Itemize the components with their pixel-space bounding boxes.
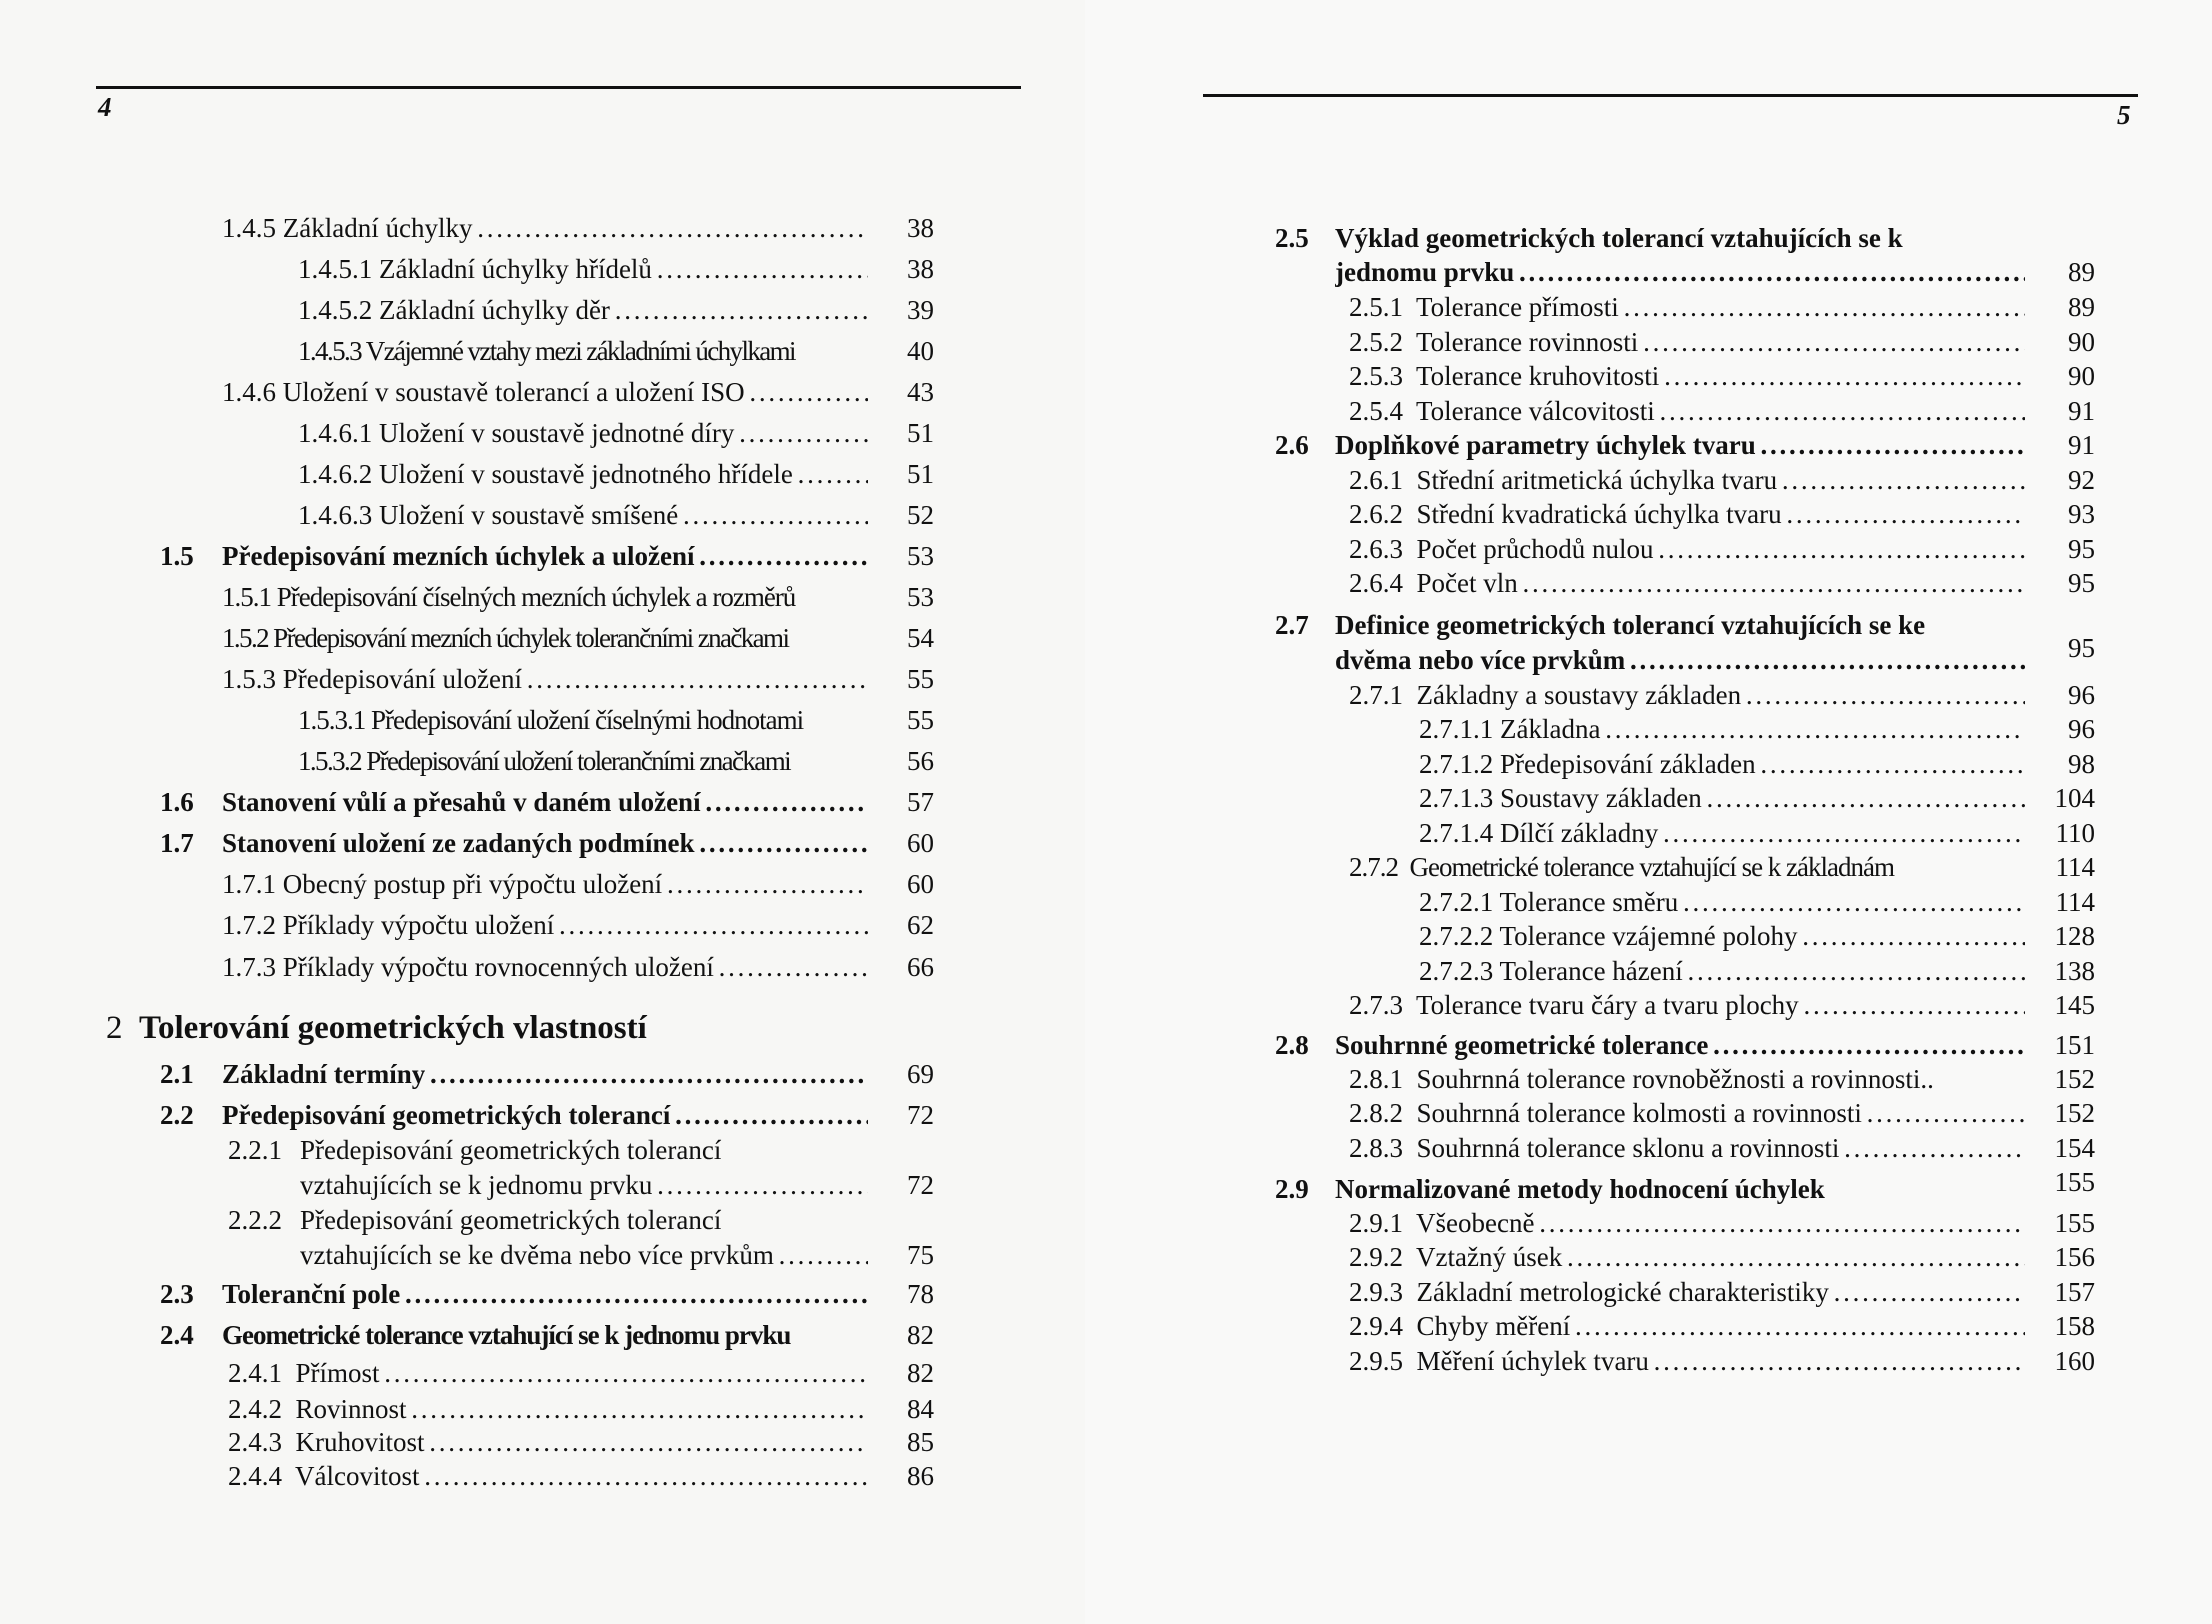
toc-entry[interactable] <box>222 618 934 658</box>
toc-entry[interactable] <box>222 372 934 412</box>
entry-page: 160 <box>2054 1346 2095 1376</box>
entry-page: 62 <box>907 910 934 940</box>
entry-page: 69 <box>907 1059 934 1089</box>
entry-page: 60 <box>907 828 934 858</box>
entry-title: Tolerance rovinnosti <box>1416 327 1639 357</box>
entry-number: 1.5 <box>160 541 194 571</box>
entry-title: Vzájemné vztahy mezi základními úchylkami <box>365 336 795 366</box>
toc-entry[interactable] <box>1349 494 2095 534</box>
entry-number: 2.7.2.3 <box>1419 956 1494 986</box>
entry-number: 2.5 <box>1275 223 1309 253</box>
entry-title: Přímost <box>295 1358 380 1388</box>
entry-number: 2.7.1.3 <box>1419 783 1494 813</box>
toc-entry[interactable] <box>298 454 934 494</box>
entry-number: 2.5.2 <box>1349 327 1403 357</box>
entry-number: 1.7 <box>160 828 194 858</box>
toc-entry[interactable] <box>222 864 934 904</box>
entry-page: 75 <box>907 1240 934 1270</box>
header-rule <box>1203 94 2138 97</box>
entry-page: 43 <box>907 377 934 407</box>
toc-entry[interactable] <box>1419 778 2095 818</box>
toc-entry[interactable] <box>298 700 934 740</box>
entry-page: 57 <box>907 787 934 817</box>
entry-page: 155 <box>2054 1167 2095 1197</box>
entry-title: Základna <box>1500 714 1601 744</box>
entry-number: 2.9.2 <box>1349 1242 1403 1272</box>
entry-number: 2.8.3 <box>1349 1133 1403 1163</box>
entry-number: 1.5.2 <box>222 623 269 653</box>
toc-section[interactable] <box>160 1095 934 1135</box>
toc-entry[interactable] <box>298 413 934 453</box>
entry-number: 2.9.5 <box>1349 1346 1403 1376</box>
entry-title: Příklady výpočtu rovnocenných uložení <box>282 952 714 982</box>
entry-number: 1.7.1 <box>222 869 276 899</box>
entry-title-line2: jednomu prvku <box>1335 257 1515 287</box>
entry-number: 1.4.6.2 <box>298 459 373 489</box>
entry-title-line1: Výklad geometrických tolerancí vztahujících se k <box>1335 223 1903 253</box>
entry-page: 104 <box>2054 783 2095 813</box>
entry-title: Základní úchylky hřídelů <box>379 254 652 284</box>
toc-entry[interactable] <box>1349 1128 2095 1168</box>
toc-entry[interactable] <box>1349 1341 2095 1381</box>
entry-page: 39 <box>907 295 934 325</box>
toc-entry[interactable] <box>222 947 934 987</box>
toc-entry[interactable] <box>298 495 934 535</box>
entry-page: 95 <box>2068 633 2095 663</box>
entry-number: 2.4 <box>160 1320 194 1350</box>
entry-page: 96 <box>2068 714 2095 744</box>
entry-number: 1.4.5.1 <box>298 254 373 284</box>
toc-entry[interactable] <box>222 208 934 248</box>
entry-title: Střední aritmetická úchylka tvaru <box>1416 465 1778 495</box>
entry-title-line2: dvěma nebo více prvkům <box>1335 645 1626 675</box>
entry-number: 2.2.1 <box>228 1135 282 1165</box>
page-number: 4 <box>98 92 112 122</box>
entry-title: Rovinnost <box>295 1394 407 1424</box>
toc-entry[interactable] <box>1349 287 2095 327</box>
entry-title: Všeobecně <box>1416 1208 1535 1238</box>
entry-page: 128 <box>2054 921 2095 951</box>
entry-page: 91 <box>2068 430 2095 460</box>
entry-title: Uložení v soustavě tolerancí a uložení ISO <box>282 377 745 407</box>
toc-entry[interactable] <box>298 331 934 371</box>
entry-title: Předepisování uložení číselnými hodnotami <box>371 705 804 735</box>
entry-page: 72 <box>907 1170 934 1200</box>
toc-entry[interactable] <box>1419 916 2095 956</box>
toc-entry[interactable] <box>222 905 934 945</box>
page-number: 5 <box>2117 100 2131 130</box>
toc-entry[interactable] <box>222 577 934 617</box>
entry-page: 156 <box>2054 1242 2095 1272</box>
entry-number: 1.5.3 <box>222 664 276 694</box>
entry-page: 60 <box>907 869 934 899</box>
entry-title: Geometrické tolerance vztahující se k jednomu prvku <box>222 1320 791 1350</box>
toc-section[interactable] <box>160 782 934 822</box>
entry-title: Válcovitost <box>295 1461 420 1491</box>
entry-title: Tolerance vzájemné polohy <box>1499 921 1798 951</box>
entry-title: Vztažný úsek <box>1416 1242 1563 1272</box>
left-page <box>0 0 1085 1624</box>
entry-title: Souhrnná tolerance sklonu a rovinnosti <box>1416 1133 1840 1163</box>
toc-entry[interactable] <box>228 1353 934 1393</box>
entry-page: 72 <box>907 1100 934 1130</box>
entry-number: 2.7.2 <box>1349 852 1398 882</box>
entry-title: Kruhovitost <box>295 1427 425 1457</box>
entry-page: 93 <box>2068 499 2095 529</box>
entry-title: Tolerance směru <box>1499 887 1679 917</box>
entry-number: 2.2 <box>160 1100 194 1130</box>
entry-title: Předepisování mezních úchylek a uložení <box>222 541 695 571</box>
entry-number: 2.9 <box>1275 1174 1309 1204</box>
entry-page: 40 <box>907 336 934 366</box>
entry-title: Souhrnná tolerance rovnoběžnosti a rovinnosti <box>1416 1064 1921 1094</box>
entry-title: Předepisování mezních úchylek tolerančními značkami <box>273 623 789 653</box>
entry-number: 1.5.3.2 <box>298 746 362 776</box>
entry-page: 154 <box>2054 1133 2095 1163</box>
entry-title: Základní úchylky děr <box>379 295 610 325</box>
entry-number: 2.6.1 <box>1349 465 1403 495</box>
entry-page: 86 <box>907 1461 934 1491</box>
entry-page: 90 <box>2068 327 2095 357</box>
entry-title: Základní termíny <box>222 1059 426 1089</box>
toc-entry[interactable] <box>1419 709 2095 749</box>
entry-title: Počet vln <box>1416 568 1518 598</box>
entry-number: 1.5.3.1 <box>298 705 366 735</box>
toc-entry[interactable] <box>1349 1306 2095 1346</box>
entry-title: Předepisování číselných mezních úchylek a rozměrů <box>276 582 796 612</box>
entry-number: 1.4.5.3 <box>298 336 362 366</box>
entry-page: 152 <box>2054 1064 2095 1094</box>
toc-entry[interactable] <box>228 1456 934 1496</box>
right-page <box>1085 0 2212 1624</box>
entry-page: 96 <box>2068 680 2095 710</box>
entry-title: Uložení v soustavě jednotné díry <box>379 418 735 448</box>
toc-entry[interactable] <box>1349 563 2095 603</box>
entry-page: 78 <box>907 1279 934 1309</box>
entry-title: Souhrnná tolerance kolmosti a rovinnosti <box>1416 1098 1862 1128</box>
entry-title: Stanovení vůlí a přesahů v daném uložení <box>222 787 701 817</box>
chapter-heading[interactable] <box>106 1006 647 1050</box>
entry-number: 2.7.1 <box>1349 680 1403 710</box>
entry-page: 82 <box>907 1320 934 1350</box>
entry-page: 89 <box>2068 257 2095 287</box>
entry-page: 114 <box>2055 852 2095 882</box>
entry-number: 2.5.1 <box>1349 292 1403 322</box>
entry-number: 2.1 <box>160 1059 194 1089</box>
entry-number: 2.6.2 <box>1349 499 1403 529</box>
toc-entry[interactable] <box>1349 847 2095 887</box>
entry-title: Měření úchylek tvaru <box>1416 1346 1649 1376</box>
entry-number: 2.3 <box>160 1279 194 1309</box>
entry-title: Základní úchylky <box>282 213 473 243</box>
entry-title: Tolerance kruhovitosti <box>1416 361 1660 391</box>
toc-entry[interactable] <box>298 290 934 330</box>
entry-page: 157 <box>2054 1277 2095 1307</box>
toc-entry[interactable]: 2.8.1 Souhrnná tolerance rovnoběžnosti a rovinnosti.. 152 <box>1349 1059 2095 1099</box>
entry-title: Počet průchodů nulou <box>1416 534 1654 564</box>
entry-number: 1.7.2 <box>222 910 276 940</box>
entry-number: 2.9.1 <box>1349 1208 1403 1238</box>
entry-page: 89 <box>2068 292 2095 322</box>
entry-title-line2: vztahujících se k jednomu prvku <box>300 1170 653 1200</box>
entry-number: 2.8.2 <box>1349 1098 1403 1128</box>
entry-title: Tolerance přímosti <box>1416 292 1619 322</box>
entry-title: Chyby měření <box>1416 1311 1571 1341</box>
entry-page: 38 <box>907 213 934 243</box>
entry-title: Normalizované metody hodnocení úchylek <box>1335 1174 1825 1204</box>
toc-entry[interactable] <box>1349 1093 2095 1133</box>
toc-section[interactable] <box>160 1054 934 1094</box>
toc-entry[interactable] <box>1349 1237 2095 1277</box>
entry-page: 98 <box>2068 749 2095 779</box>
toc-section[interactable] <box>160 823 934 863</box>
entry-number: 2.4.1 <box>228 1358 282 1388</box>
entry-number: 1.4.6 <box>222 377 276 407</box>
entry-title: Střední kvadratická úchylka tvaru <box>1416 499 1782 529</box>
entry-number: 2.7 <box>1275 610 1309 640</box>
entry-number: 1.7.3 <box>222 952 276 982</box>
entry-title: Tolerance házení <box>1499 956 1683 986</box>
entry-page: 90 <box>2068 361 2095 391</box>
entry-number: 2.8 <box>1275 1030 1309 1060</box>
entry-number: 2.6.3 <box>1349 534 1403 564</box>
entry-title: Základní metrologické charakteristiky <box>1416 1277 1829 1307</box>
entry-title: Uložení v soustavě jednotného hřídele <box>379 459 793 489</box>
entry-number: 2.4.2 <box>228 1394 282 1424</box>
toc-entry[interactable] <box>298 249 934 289</box>
entry-page: 152 <box>2054 1098 2095 1128</box>
entry-page: 138 <box>2054 956 2095 986</box>
entry-page: 95 <box>2068 534 2095 564</box>
entry-page: 91 <box>2068 396 2095 426</box>
entry-number: 2.6.4 <box>1349 568 1403 598</box>
entry-title: Tolerance tvaru čáry a tvaru plochy <box>1416 990 1799 1020</box>
entry-page: 85 <box>907 1427 934 1457</box>
entry-title: Předepisování uložení <box>282 664 522 694</box>
entry-title: Uložení v soustavě smíšené <box>379 500 679 530</box>
entry-page: 145 <box>2054 990 2095 1020</box>
entry-number: 1.4.6.3 <box>298 500 373 530</box>
entry-title: Předepisování geometrických tolerancí <box>222 1100 671 1130</box>
toc-section[interactable] <box>160 536 934 576</box>
entry-title-line1: Předepisování geometrických tolerancí <box>300 1205 722 1235</box>
entry-title: Předepisování uložení tolerančními značkami <box>366 746 790 776</box>
toc-section[interactable] <box>160 1274 934 1314</box>
entry-number: 2.7.2.1 <box>1419 887 1494 917</box>
entry-number: 2.7.2.2 <box>1419 921 1494 951</box>
entry-page: 55 <box>907 705 934 735</box>
entry-page: 82 <box>907 1358 934 1388</box>
entry-title: Příklady výpočtu uložení <box>282 910 555 940</box>
entry-page: 51 <box>907 418 934 448</box>
entry-title-line1: Definice geometrických tolerancí vztahujících se ke <box>1335 610 1926 640</box>
entry-title-line2: vztahujících se ke dvěma nebo více prvkům <box>300 1240 774 1270</box>
entry-title: Předepisování základen <box>1500 749 1756 779</box>
entry-page: 51 <box>907 459 934 489</box>
entry-number: 2.7.3 <box>1349 990 1403 1020</box>
entry-page: 110 <box>2055 818 2095 848</box>
entry-number: 2.2.2 <box>228 1205 282 1235</box>
entry-number: 2.9.4 <box>1349 1311 1403 1341</box>
entry-title: Tolerance válcovitosti <box>1416 396 1655 426</box>
entry-page: 92 <box>2068 465 2095 495</box>
entry-title: Dílčí základny <box>1500 818 1659 848</box>
entry-page: 95 <box>2068 568 2095 598</box>
entry-number: 2.7.1.2 <box>1419 749 1494 779</box>
entry-title-line1: Předepisování geometrických tolerancí <box>300 1135 722 1165</box>
entry-number: 2.5.4 <box>1349 396 1403 426</box>
toc-entry[interactable] <box>1349 985 2095 1025</box>
entry-number: 1.4.5 <box>222 213 276 243</box>
entry-number: 1.4.5.2 <box>298 295 373 325</box>
entry-page: 155 <box>2054 1208 2095 1238</box>
entry-page: 54 <box>907 623 934 653</box>
entry-page: 56 <box>907 746 934 776</box>
entry-page: 55 <box>907 664 934 694</box>
entry-number: 2.5.3 <box>1349 361 1403 391</box>
entry-page: 114 <box>2055 887 2095 917</box>
chapter-number: 2 <box>106 1010 123 1046</box>
entry-number: 1.5.1 <box>222 582 271 612</box>
entry-number: 2.8.1 <box>1349 1064 1403 1094</box>
toc-entry[interactable] <box>298 741 934 781</box>
entry-number: 2.7.1.4 <box>1419 818 1494 848</box>
entry-title: Stanovení uložení ze zadaných podmínek <box>222 828 695 858</box>
entry-page: 53 <box>907 541 934 571</box>
entry-number: 2.4.4 <box>228 1461 282 1491</box>
entry-number: 2.6 <box>1275 430 1309 460</box>
toc-entry[interactable] <box>222 659 934 699</box>
entry-page: 52 <box>907 500 934 530</box>
entry-title: Doplňkové parametry úchylek tvaru <box>1335 430 1756 460</box>
entry-title: Základny a soustavy základen <box>1416 680 1742 710</box>
entry-number: 2.9.3 <box>1349 1277 1403 1307</box>
toc-entry[interactable] <box>1349 356 2095 396</box>
header-rule <box>96 86 1021 89</box>
toc-section[interactable] <box>1275 425 2095 465</box>
entry-page: 66 <box>907 952 934 982</box>
toc-section[interactable] <box>160 1315 934 1355</box>
entry-title: Toleranční pole <box>222 1279 401 1309</box>
entry-page: 53 <box>907 582 934 612</box>
chapter-title: Tolerování geometrických vlastností <box>139 1010 647 1046</box>
entry-number: 1.4.6.1 <box>298 418 373 448</box>
entry-page: 84 <box>907 1394 934 1424</box>
entry-title: Obecný postup při výpočtu uložení <box>282 869 663 899</box>
entry-title: Soustavy základen <box>1500 783 1702 813</box>
entry-number: 2.7.1.1 <box>1419 714 1494 744</box>
entry-title: Souhrnné geometrické tolerance <box>1335 1030 1709 1060</box>
entry-title: Geometrické tolerance vztahující se k základnám <box>1409 852 1894 882</box>
entry-page: 158 <box>2054 1311 2095 1341</box>
entry-number: 2.4.3 <box>228 1427 282 1457</box>
entry-page: 38 <box>907 254 934 284</box>
entry-number: 1.6 <box>160 787 194 817</box>
entry-page: 151 <box>2054 1030 2095 1060</box>
